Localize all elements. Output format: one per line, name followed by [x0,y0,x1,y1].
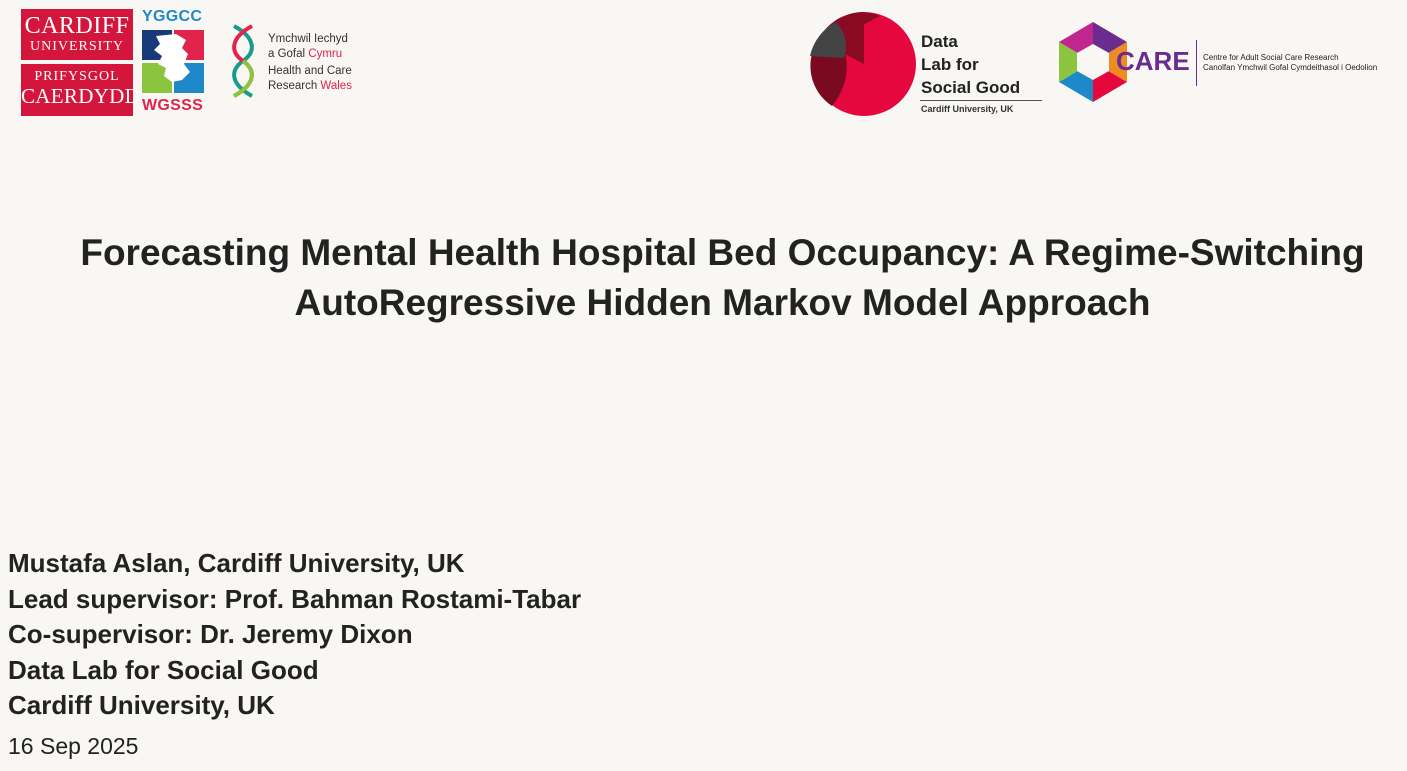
author-line: Lead supervisor: Prof. Bahman Rostami-Tabar [8,583,582,614]
hcrw-line2b: Cymru [308,48,343,60]
hcrw-line2 [268,47,352,62]
care-divider [1196,40,1197,86]
author-line: Mustafa Aslan, Cardiff University, UK [8,548,465,578]
title-line2: AutoRegressive Hidden Markov Model Approach [294,282,1151,323]
author-line: Data Lab for Social Good [8,654,319,685]
cardiff-university-logo-top [21,9,133,60]
hcrw-line3: Health and Care [268,65,352,77]
datalab-line1: Data [921,32,958,51]
presentation-title [40,228,1405,328]
datalab-subtitle: Cardiff University, UK [921,104,1014,114]
cardiff-logo-line4: CAERDYDD [21,84,141,108]
author-line: Co-supervisor: Dr. Jeremy Dixon [8,619,413,649]
cardiff-university-logo-bottom [21,64,141,116]
hcrw-line4a: Research [268,80,321,92]
cardiff-logo-line1: CARDIFF [24,13,130,39]
hcrw-line1: Ymchwil Iechyd [268,33,348,45]
hcrw-line2a: a Gofal [268,48,309,60]
cardiff-logo-line3: PRIFYSGOL [34,69,120,84]
cardiff-logo-line2: UNIVERSITY [30,39,124,54]
author-line: Cardiff University, UK [8,690,275,720]
author-block [8,546,581,724]
yggcc-logo-text: YGGCC [142,8,203,25]
datalab-logo-title [921,30,1020,99]
care-subtitle [1203,53,1377,73]
presentation-date: 16 Sep 2025 [8,733,139,759]
hcrw-line4 [268,79,352,94]
title-line1: Forecasting Mental Health Hospital Bed Occupancy: A Regime-Switching [80,232,1365,273]
hcrw-logo-text [268,32,352,94]
hcrw-line4b: Wales [320,80,352,92]
datalab-line2: Lab for [921,55,979,74]
datalab-logo-icon [806,8,918,118]
wgsss-logo-text: WGSSS [142,97,204,114]
datalab-divider [920,100,1042,101]
care-sub2: Canolfan Ymchwil Gofal Cymdeithasol i Oedolion [1203,63,1378,72]
care-logo-text: CARE [1116,46,1190,76]
datalab-line3: Social Good [921,78,1021,97]
hcrw-helix-icon [226,22,260,100]
care-sub1: Centre for Adult Social Care Research [1203,53,1339,62]
wgsss-logo-icon [142,30,204,93]
